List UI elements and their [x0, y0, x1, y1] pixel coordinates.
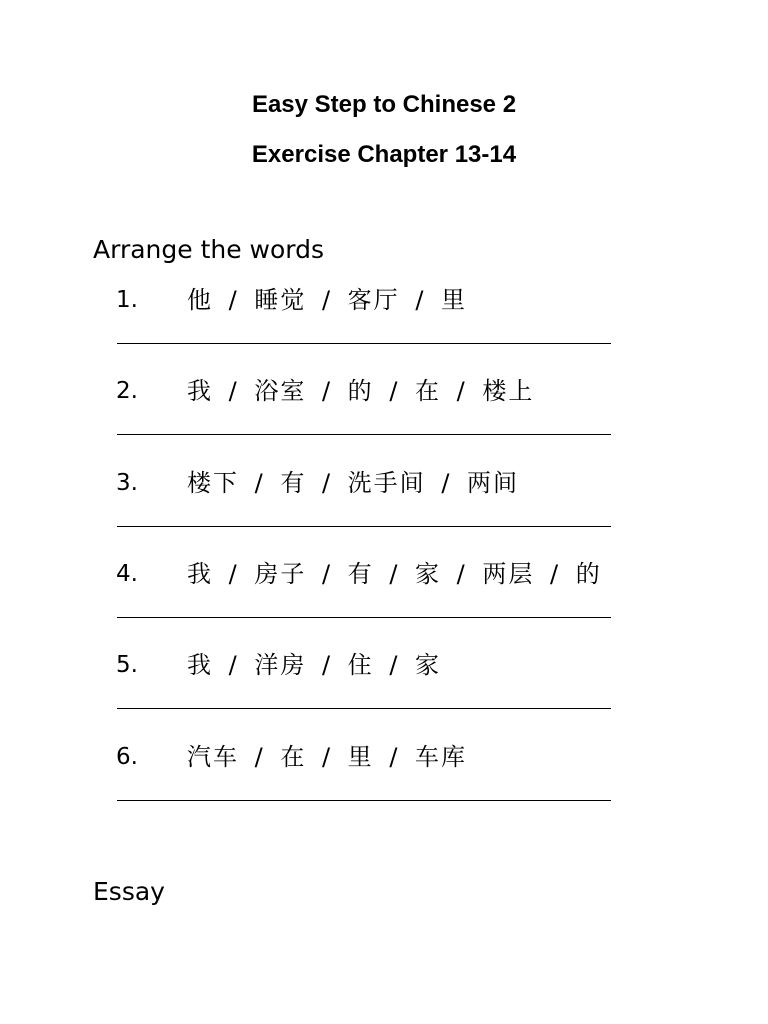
exercise-item-4: [0, 559, 768, 651]
exercise-item-6: [0, 742, 768, 834]
item-number: 3.: [116, 470, 138, 496]
answer-line[interactable]: [117, 617, 611, 618]
exercise-item-5: [0, 650, 768, 742]
item-words: 楼下 / 有 / 洗手间 / 两间: [187, 469, 520, 497]
exercise-item-2: [0, 376, 768, 468]
item-words: 汽车 / 在 / 里 / 车库: [187, 743, 468, 771]
worksheet-title: Easy Step to Chinese 2: [251, 91, 517, 118]
item-number: 5.: [116, 652, 138, 678]
worksheet-subtitle: Exercise Chapter 13-14: [251, 141, 517, 168]
essay-section-heading: Essay: [93, 877, 165, 906]
item-number: 4.: [116, 561, 138, 587]
answer-line[interactable]: [117, 800, 611, 801]
answer-line[interactable]: [117, 343, 611, 344]
answer-line[interactable]: [117, 708, 611, 709]
item-words: 我 / 洋房 / 住 / 家: [187, 651, 442, 679]
answer-line[interactable]: [117, 434, 611, 435]
item-words: 我 / 房子 / 有 / 家 / 两层 / 的: [187, 560, 602, 588]
arrange-section-heading: Arrange the words: [93, 235, 325, 264]
item-words: 我 / 浴室 / 的 / 在 / 楼上: [187, 377, 535, 405]
item-number: 6.: [116, 744, 138, 770]
item-words: 他 / 睡觉 / 客厅 / 里: [187, 286, 468, 314]
answer-line[interactable]: [117, 526, 611, 527]
exercise-item-1: [0, 285, 768, 377]
exercise-item-3: [0, 468, 768, 560]
item-number: 1.: [116, 287, 138, 313]
item-number: 2.: [116, 378, 138, 404]
